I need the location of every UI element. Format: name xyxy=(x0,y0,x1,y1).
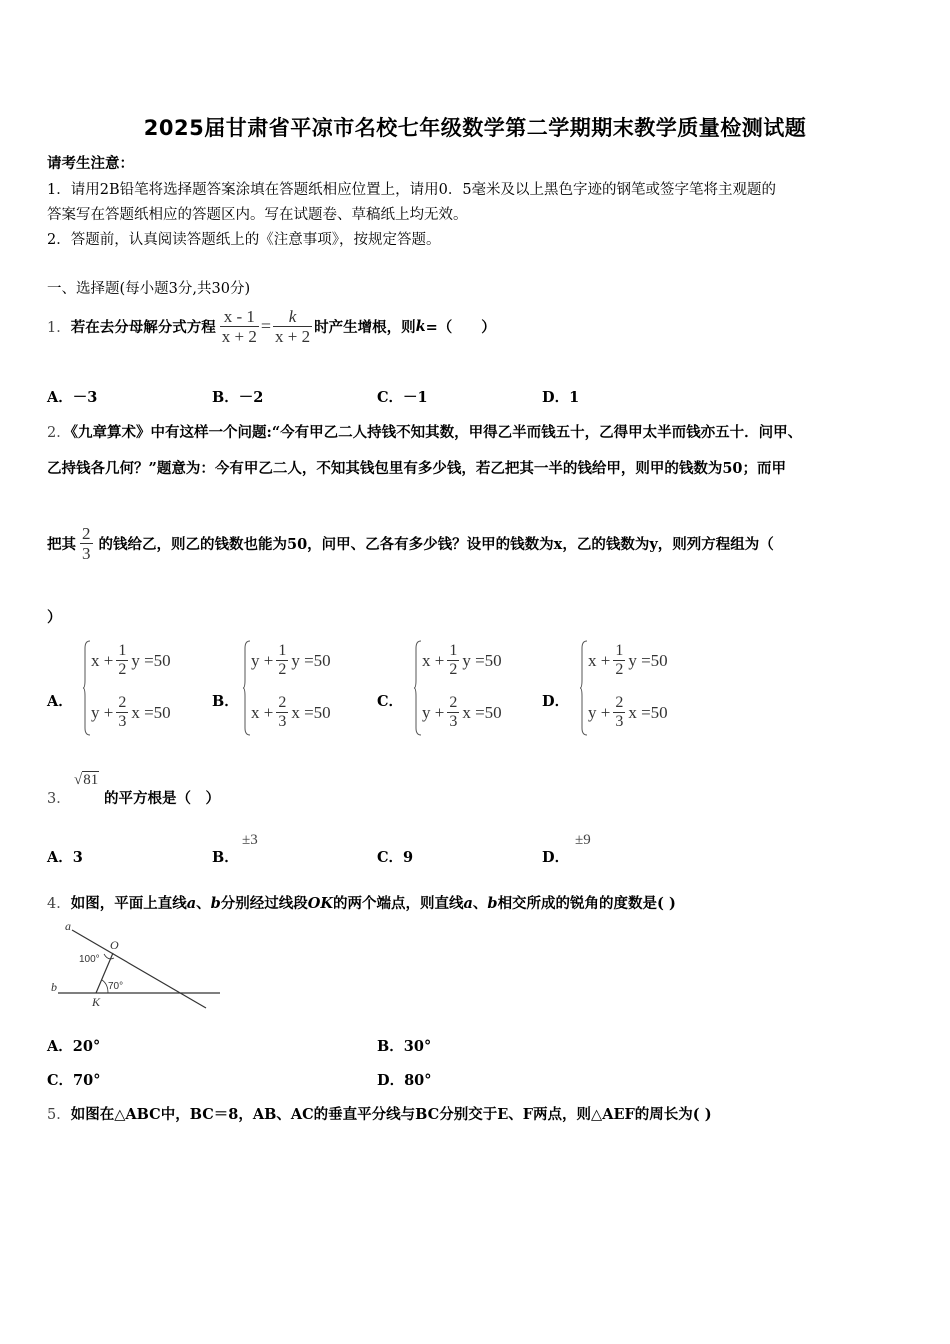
option-label: A． xyxy=(47,389,73,406)
equation-row xyxy=(91,694,171,731)
denominator: 3 xyxy=(82,543,91,563)
option-label: B． xyxy=(377,1038,404,1055)
radicand: 81 xyxy=(83,772,99,788)
numerator: 1 xyxy=(118,642,127,659)
term: y + xyxy=(422,702,445,722)
option-label: C． xyxy=(377,849,404,866)
option-text: 80° xyxy=(404,1072,432,1089)
lines-figure xyxy=(48,918,223,1013)
question-number: 3． xyxy=(47,791,71,807)
question-text: 《九章算术》中有这样一个问题:“今有甲乙二人持钱不知其数，甲得乙半而钱五十，乙得甲太半而钱亦五十．问甲、 xyxy=(70,424,803,441)
denominator: 2 xyxy=(449,661,458,678)
term: x + xyxy=(422,650,445,670)
option-text: 9 xyxy=(403,849,414,866)
variable-a: a xyxy=(463,895,473,912)
option-text: 70° xyxy=(73,1072,101,1089)
variable-k: k xyxy=(415,317,426,335)
label-o: O xyxy=(110,938,119,952)
option-c[interactable] xyxy=(47,1069,100,1090)
fraction-two-thirds xyxy=(80,524,93,563)
notice-line-1b: 答案写在答题纸相应的答题区内。写在试题卷、草稿纸上均无效。 xyxy=(47,207,468,223)
term: y =50 xyxy=(131,650,171,670)
term: x =50 xyxy=(131,702,171,722)
equation-row xyxy=(251,694,331,731)
question-2-line-2: 乙持钱各几何？”题意为：今有甲乙二人，不知其钱包里有多少钱，若乙把其一半的钱给甲，则甲的钱数为50；而甲 xyxy=(47,460,787,477)
numerator: 2 xyxy=(449,694,458,711)
option-d[interactable] xyxy=(542,846,569,867)
denominator: 3 xyxy=(118,713,127,730)
option-d-label[interactable]: D． xyxy=(542,693,570,710)
numerator: 1 xyxy=(449,642,458,659)
option-text: 30° xyxy=(403,1038,432,1055)
term: x + xyxy=(91,650,114,670)
option-b[interactable] xyxy=(377,1035,431,1056)
denominator: x + 2 xyxy=(274,326,311,346)
fraction xyxy=(447,694,459,731)
sqrt-icon: √ xyxy=(74,772,83,788)
page-title: 2025届甘肃省平凉市名校七年级数学第二学期期末教学质量检测试题 xyxy=(143,116,807,140)
question-text: 的钱给乙，则乙的钱数也能为50，问甲、乙各有多少钱？设甲的钱数为x，乙的钱数为y，则列方程组为（ xyxy=(98,535,774,553)
option-label: A． xyxy=(47,1038,73,1055)
brace-icon xyxy=(414,640,422,736)
notice-line-1a: 1．请用2B铅笔将选择题答案涂填在答题纸相应位置上，请用0．5毫米及以上黑色字迹的钢笔或签字笔将主观题的 xyxy=(47,182,777,198)
question-1 xyxy=(47,302,496,350)
question-4 xyxy=(47,892,676,913)
label-k: K xyxy=(92,995,101,1009)
numerator: 2 xyxy=(82,523,91,543)
option-a[interactable] xyxy=(47,1035,100,1056)
separator: 、 xyxy=(196,895,211,912)
option-label: C． xyxy=(47,1072,74,1089)
fraction xyxy=(116,642,128,679)
option-c-label[interactable]: C． xyxy=(377,693,404,710)
denominator: x + 2 xyxy=(221,326,257,346)
option-d[interactable] xyxy=(542,386,579,407)
equation-row xyxy=(588,642,668,679)
fraction xyxy=(276,694,288,731)
question-2-line-3 xyxy=(47,518,774,568)
fraction xyxy=(276,642,288,679)
numerator: 1 xyxy=(278,642,287,659)
fraction-right xyxy=(273,307,312,346)
label-100-deg: 100° xyxy=(79,954,100,965)
question-3 xyxy=(47,787,71,808)
equation-row xyxy=(588,694,668,731)
option-label: B． xyxy=(212,849,239,866)
option-c[interactable] xyxy=(377,846,413,867)
numerator: x - 1 xyxy=(223,306,255,326)
segment-ok: OK xyxy=(307,895,334,912)
option-b[interactable] xyxy=(212,386,263,407)
label-70-deg: 70° xyxy=(108,981,124,992)
notice-line-2: 2．答题前，认真阅读答题纸上的《注意事项》，按规定答题。 xyxy=(47,232,441,248)
option-label: D． xyxy=(542,849,570,866)
equals-sign: = xyxy=(260,315,271,336)
term: x + xyxy=(588,650,611,670)
term: y =50 xyxy=(291,650,331,670)
option-b-value: ±3 xyxy=(242,832,258,848)
question-number: 4． xyxy=(47,896,71,912)
option-text: －1 xyxy=(403,389,428,406)
question-text: 相交所成的锐角的度数是( ) xyxy=(497,895,676,912)
brace-icon xyxy=(83,640,91,736)
question-text: 分别经过线段 xyxy=(220,895,308,912)
label-b: b xyxy=(51,980,57,994)
brace-icon xyxy=(243,640,251,736)
question-number: 1． xyxy=(47,319,71,336)
equation-row xyxy=(422,642,502,679)
numerator: 1 xyxy=(615,642,624,659)
question-2-line-1 xyxy=(47,421,802,442)
denominator: 3 xyxy=(449,713,458,730)
numerator: k xyxy=(288,306,297,326)
question-text: 的两个端点，则直线 xyxy=(333,895,464,912)
option-text: －3 xyxy=(72,389,98,406)
option-text: 3 xyxy=(72,849,83,866)
fraction xyxy=(613,642,625,679)
denominator: 3 xyxy=(278,713,287,730)
question-text: 把其 xyxy=(47,535,76,553)
option-label: C． xyxy=(377,389,404,406)
label-a: a xyxy=(65,919,71,933)
numerator: 2 xyxy=(615,694,624,711)
question-text: 如图，平面上直线 xyxy=(70,895,187,912)
variable-b: b xyxy=(210,895,221,912)
option-d[interactable] xyxy=(377,1069,432,1090)
option-a[interactable] xyxy=(47,846,83,867)
option-b-label[interactable]: B． xyxy=(212,693,239,710)
term: y =50 xyxy=(628,650,668,670)
denominator: 2 xyxy=(118,661,127,678)
numerator: 2 xyxy=(278,694,287,711)
option-text: －2 xyxy=(238,389,264,406)
option-d-value: ±9 xyxy=(575,832,591,848)
question-tail: =（ ） xyxy=(425,318,496,336)
option-a[interactable] xyxy=(47,386,97,407)
option-c[interactable] xyxy=(377,386,428,407)
fraction xyxy=(613,694,625,731)
brace-icon xyxy=(580,640,588,736)
separator: 、 xyxy=(472,895,488,912)
question-number: 2． xyxy=(47,425,71,441)
term: y =50 xyxy=(462,650,502,670)
sqrt-expression xyxy=(74,772,99,789)
section-heading: 一、选择题(每小题3分,共30分) xyxy=(47,281,251,297)
term: y + xyxy=(251,650,274,670)
variable-a: a xyxy=(186,895,197,912)
question-5 xyxy=(47,1103,712,1124)
term: x =50 xyxy=(291,702,331,722)
question-2-line-4: ） xyxy=(47,609,62,626)
option-a-label[interactable]: A． xyxy=(47,693,73,710)
term: y + xyxy=(588,702,611,722)
term: x =50 xyxy=(628,702,668,722)
variable-b: b xyxy=(487,895,498,912)
denominator: 2 xyxy=(278,661,287,678)
option-label: D． xyxy=(377,1072,405,1089)
numerator: 2 xyxy=(118,694,127,711)
fraction xyxy=(116,694,128,731)
term: y + xyxy=(91,702,114,722)
fraction-left xyxy=(220,307,259,346)
option-label: D． xyxy=(542,389,570,406)
notice-heading: 请考生注意： xyxy=(47,155,134,172)
option-text: 1 xyxy=(569,389,580,406)
equation-row xyxy=(251,642,331,679)
question-text: 的平方根是（ ） xyxy=(104,790,220,807)
option-b[interactable] xyxy=(212,846,239,867)
option-label: A． xyxy=(47,849,73,866)
denominator: 2 xyxy=(615,661,624,678)
option-label: B． xyxy=(212,389,239,406)
question-text: 若在去分母解分式方程 xyxy=(70,318,216,336)
equation-row xyxy=(422,694,502,731)
denominator: 3 xyxy=(615,713,624,730)
option-text: 20° xyxy=(72,1038,101,1055)
question-text: 如图在△ABC中，BC＝8，AB、AC的垂直平分线与BC分别交于E、F两点，则△AEF的周长为( ) xyxy=(70,1106,712,1123)
equation-row xyxy=(91,642,171,679)
term: x + xyxy=(251,702,274,722)
question-text: 时产生增根，则 xyxy=(314,318,416,336)
fraction xyxy=(447,642,459,679)
question-number: 5． xyxy=(47,1107,71,1123)
term: x =50 xyxy=(462,702,502,722)
